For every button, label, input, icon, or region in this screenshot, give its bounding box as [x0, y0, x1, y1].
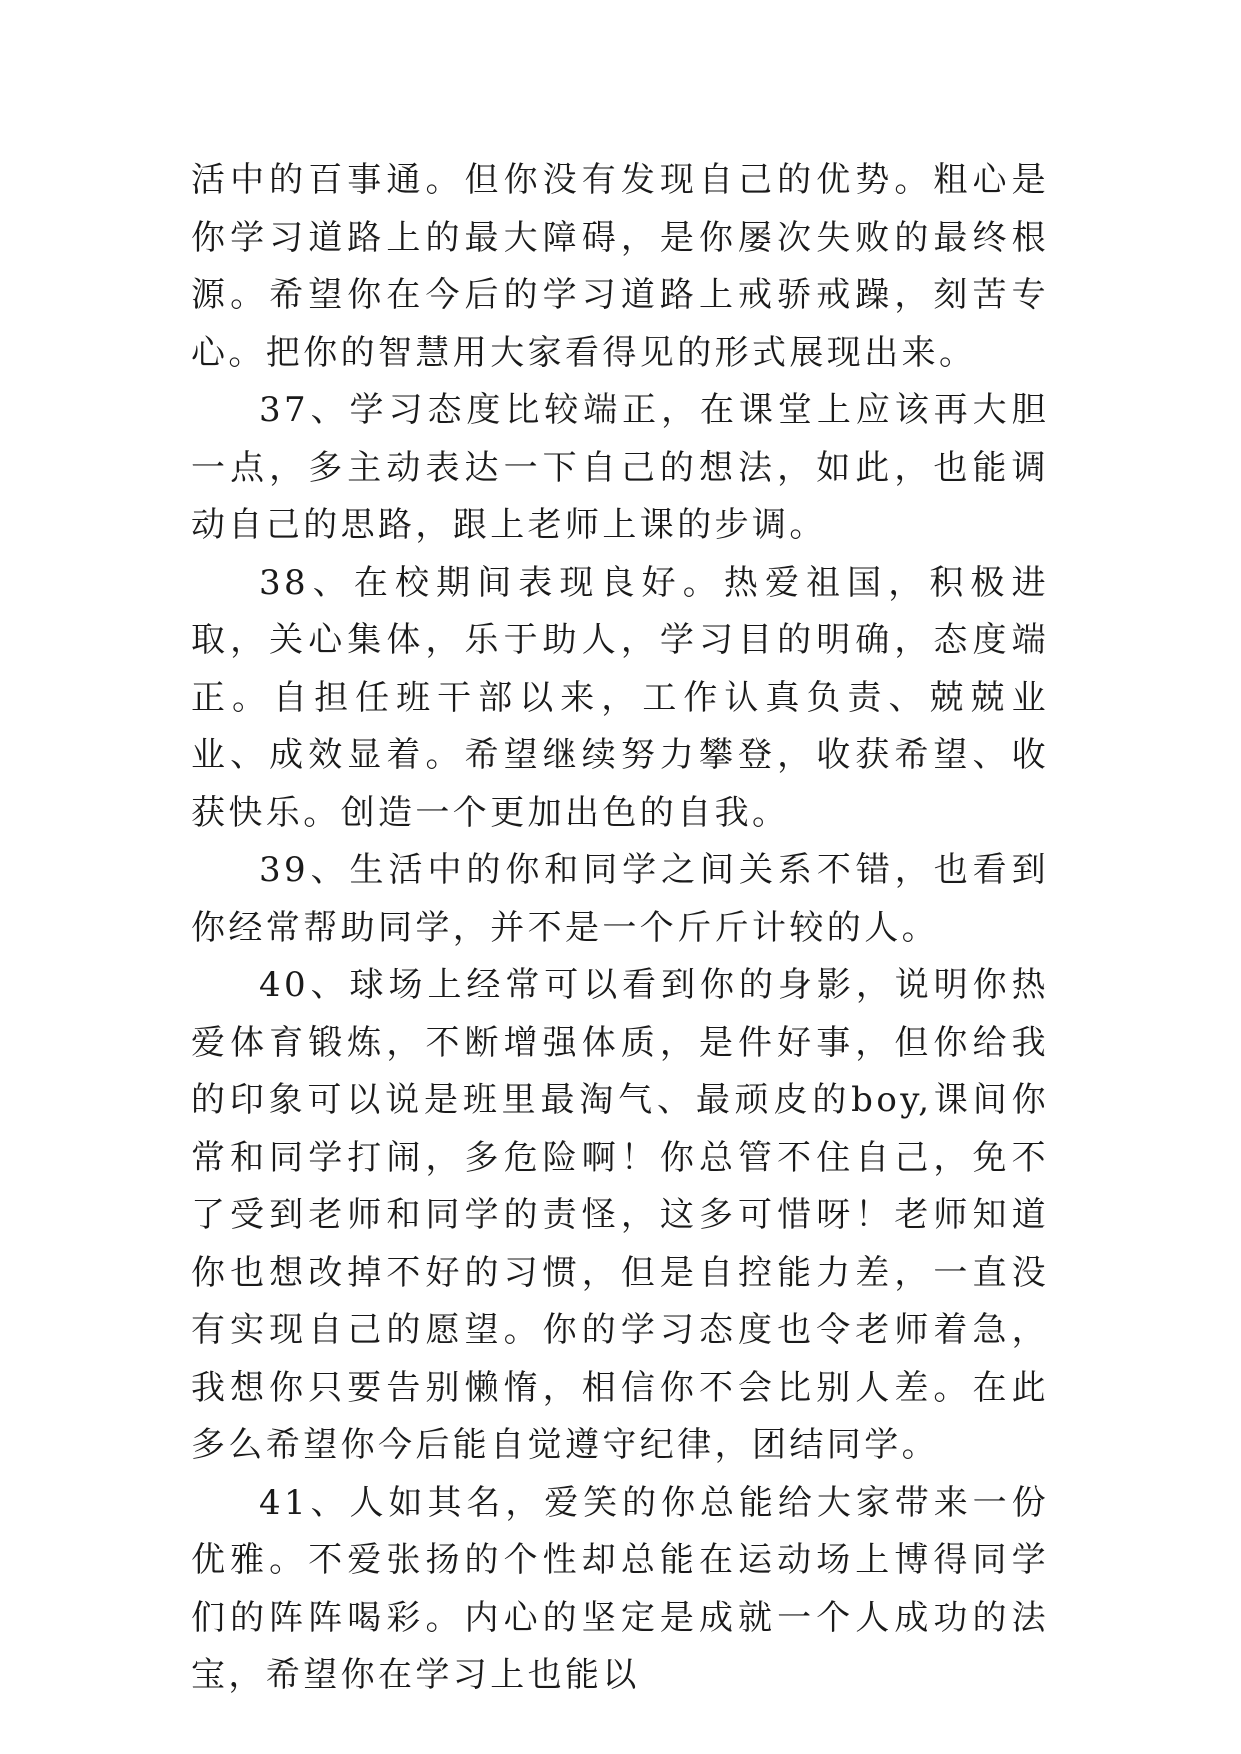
paragraph-41: 41、人如其名，爱笑的你总能给大家带来一份优雅。不爱张扬的个性却总能在运动场上博得同学们的阵阵喝彩。内心的坚定是成就一个人成功的法宝，希望你在学习上也能以 — [191, 1482, 1049, 1695]
paragraph-39: 39、生活中的你和同学之间关系不错，也看到你经常帮助同学，并不是一个斤斤计较的人。 — [191, 850, 1049, 948]
paragraph-37: 37、学习态度比较端正，在课堂上应该再大胆一点，多主动表达一下自己的想法，如此，也能调动自己的思路，跟上老师上课的步调。 — [191, 390, 1049, 545]
paragraph-40: 40、球场上经常可以看到你的身影，说明你热爱体育锻炼，不断增强体质，是件好事，但你给我的印象可以说是班里最淘气、最顽皮的boy,课间你常和同学打闹，多危险啊！你总管不住自己，免不了受到老师和同学的责怪，这多可惜呀！老师知道你也想改掉不好的习惯，但是自控能力差，一直没有实现自己的愿望。你的学习态度也令老师着急，我想你只要告别懒惰，相信你不会比别人差。在此多么希望你今后能自觉遵守纪律，团结同学。 — [191, 965, 1049, 1465]
paragraph-38: 38、在校期间表现良好。热爱祖国，积极进取，关心集体，乐于助人，学习目的明确，态度端正。自担任班干部以来，工作认真负责、兢兢业业、成效显着。希望继续努力攀登，收获希望、收获快乐。创造一个更加出色的自我。 — [191, 562, 1049, 833]
paragraph-continued: 活中的百事通。但你没有发现自己的优势。粗心是你学习道路上的最大障碍，是你屡次失败的最终根源。希望你在今后的学习道路上戒骄戒躁，刻苦专心。把你的智慧用大家看得见的形式展现出来。 — [191, 160, 1049, 373]
body-text — [191, 152, 1049, 1705]
